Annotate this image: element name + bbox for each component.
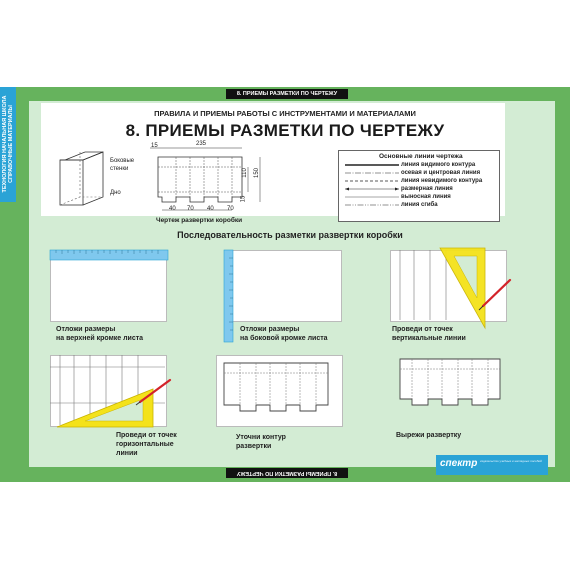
dim-40-a: 40 (169, 206, 176, 212)
page-title: 8. ПРИЕМЫ РАЗМЕТКИ ПО ЧЕРТЕЖУ (125, 121, 445, 140)
legend-row-6: линия сгиба (401, 202, 438, 208)
publisher-logo-panel (436, 455, 548, 475)
label-bottom: Дно (110, 190, 121, 196)
legend-title: Основные линии чертежа (379, 153, 463, 160)
dim-70-a: 70 (187, 206, 194, 212)
dim-40-b: 40 (207, 206, 214, 212)
footer-strip: 8. ПРИЕМЫ РАЗМЕТКИ ПО ЧЕРТЕЖУ (226, 468, 348, 478)
step-2-ruler (224, 250, 236, 345)
legend-row-3: линия невидимого контура (401, 178, 483, 184)
step-1-ruler (50, 250, 170, 262)
step-3-pencil (475, 276, 515, 316)
dim-235: 235 (196, 141, 207, 147)
step-5-caption-1: Уточни контур (236, 434, 286, 441)
step-5-contour (216, 355, 341, 425)
step-2-caption-2: на боковой кромке листа (240, 335, 328, 342)
dim-110: 110 (241, 168, 248, 178)
dim-15-top: 15 (151, 143, 158, 149)
header-strip: 8. ПРИЕМЫ РАЗМЕТКИ ПО ЧЕРТЕЖУ (226, 89, 348, 99)
dim-70-b: 70 (227, 206, 234, 212)
line-types-legend (338, 150, 500, 222)
legend-line-samples (345, 161, 401, 217)
step-4-pencil (130, 378, 175, 408)
step-6-caption-1: Вырежи развертку (396, 432, 462, 439)
legend-row-5: выносная линия (401, 194, 451, 200)
step-2-sheet (232, 250, 342, 322)
step-6-cut-net (392, 355, 507, 415)
subtitle: ПРАВИЛА И ПРИЕМЫ РАБОТЫ С ИНСТРУМЕНТАМИ И МАТЕРИАЛАМИ (154, 109, 416, 118)
publisher-small-text: издательство учебных и наглядных пособий (480, 459, 542, 463)
label-side-walls-2: стенки (110, 166, 129, 172)
step-4-caption-2: горизонтальные (116, 441, 174, 448)
step-4-caption-1: Проведи от точек (116, 432, 177, 439)
step-4-caption-3: линии (116, 450, 138, 457)
step-2-caption-1: Отложи размеры (240, 326, 300, 333)
step-1-caption-2: на верхней кромке листа (56, 335, 144, 342)
step-5-caption-2: развертки (236, 443, 272, 450)
step-3-caption-1: Проведи от точек (392, 326, 453, 333)
label-side-walls-1: Боковые (110, 158, 135, 164)
legend-row-2: осевая и центровая линия (401, 170, 481, 176)
sidebar-text: ТЕХНОЛОГИЯ НАЧАЛЬНАЯ ШКОЛА СПРАВОЧНЫЕ МАТЕРИАЛЫ (2, 95, 14, 193)
box-3d-illustration (55, 150, 115, 215)
dim-150: 150 (254, 167, 261, 179)
drawing-caption: Чертеж развертки коробки (156, 217, 243, 224)
dim-15-side: 15 (240, 195, 247, 203)
legend-row-4: размерная линия (401, 186, 453, 192)
publisher-logo: спектр (440, 458, 478, 469)
legend-row-1: линия видимого контура (401, 162, 476, 168)
step-1-caption-1: Отложи размеры (56, 326, 116, 333)
section-title: Последовательность разметки развертки коробки (177, 230, 403, 240)
step-3-caption-2: вертикальные линии (392, 335, 466, 342)
